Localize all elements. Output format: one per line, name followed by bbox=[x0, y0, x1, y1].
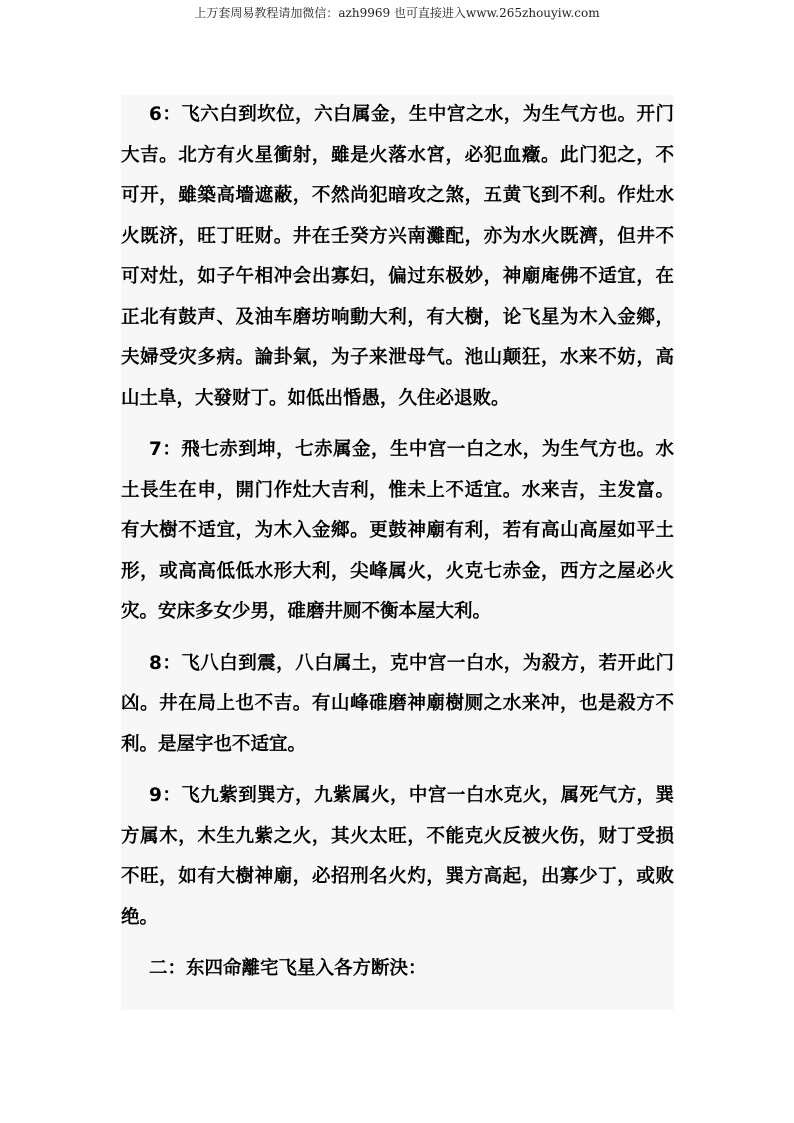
paragraph-7-kun: 7：飛七赤到坤，七赤属金，生中宫一白之水，为生气方也。水土長生在申，開门作灶大吉利，惟未上不适宜。水来吉，主发富。有大樹不适宜，为木入金鄉。更鼓神廟有利，若有高山高屋如平土形，或高高低低水形大利，尖峰属火，火克七赤金，西方之屋必火灾。安床多女少男，碓磨井厕不衡本屋大利。 bbox=[121, 439, 674, 622]
paragraph-8-zhen: 8：飞八白到震，八白属土，克中宫一白水，为殺方，若开此门凶。井在局上也不吉。有山峰碓磨神廟樹厕之水来冲，也是殺方不利。是屋宇也不适宜。 bbox=[121, 652, 674, 755]
section-heading-li-house: 二：东四命離宅飞星入各方断決： bbox=[149, 958, 427, 979]
paragraph-9-xun: 9：飞九紫到巽方，九紫属火，中宫一白水克火，属死气方，巽方属木，木生九紫之火，其火太旺，不能克火反被火伤，财丁受损不旺，如有大樹神廟，必招刑名火灼，巽方高起，出寡少丁，或败绝。 bbox=[121, 785, 674, 928]
paragraph-6-kan: 6：飞六白到坎位，六白属金，生中宫之水，为生气方也。开门大吉。北方有火星衝射，雖是火落水宮，必犯血癥。此门犯之，不可开，雖築高墻遮蔽，不然尚犯暗攻之煞，五黄飞到不利。作灶水火既济，旺丁旺财。井在壬癸方兴南灘配，亦为水火既濟，但井不可对灶，如子午相冲会出寡妇，偏过东极妙，神廟庵佛不适宜，在正北有鼓声、及油车磨坊响動大利，有大樹，论飞星为木入金鄉，夫婦受灾多病。論卦氣，为子来泄母气。池山颠狂，水来不妨，高山土阜，大發财丁。如低出惛愚，久住必退败。 bbox=[121, 104, 674, 409]
document-body bbox=[121, 95, 674, 1010]
page-header-watermark: 上万套周易教程请加微信：azh9969 也可直接进入www.265zhouyiw.com bbox=[194, 6, 600, 20]
